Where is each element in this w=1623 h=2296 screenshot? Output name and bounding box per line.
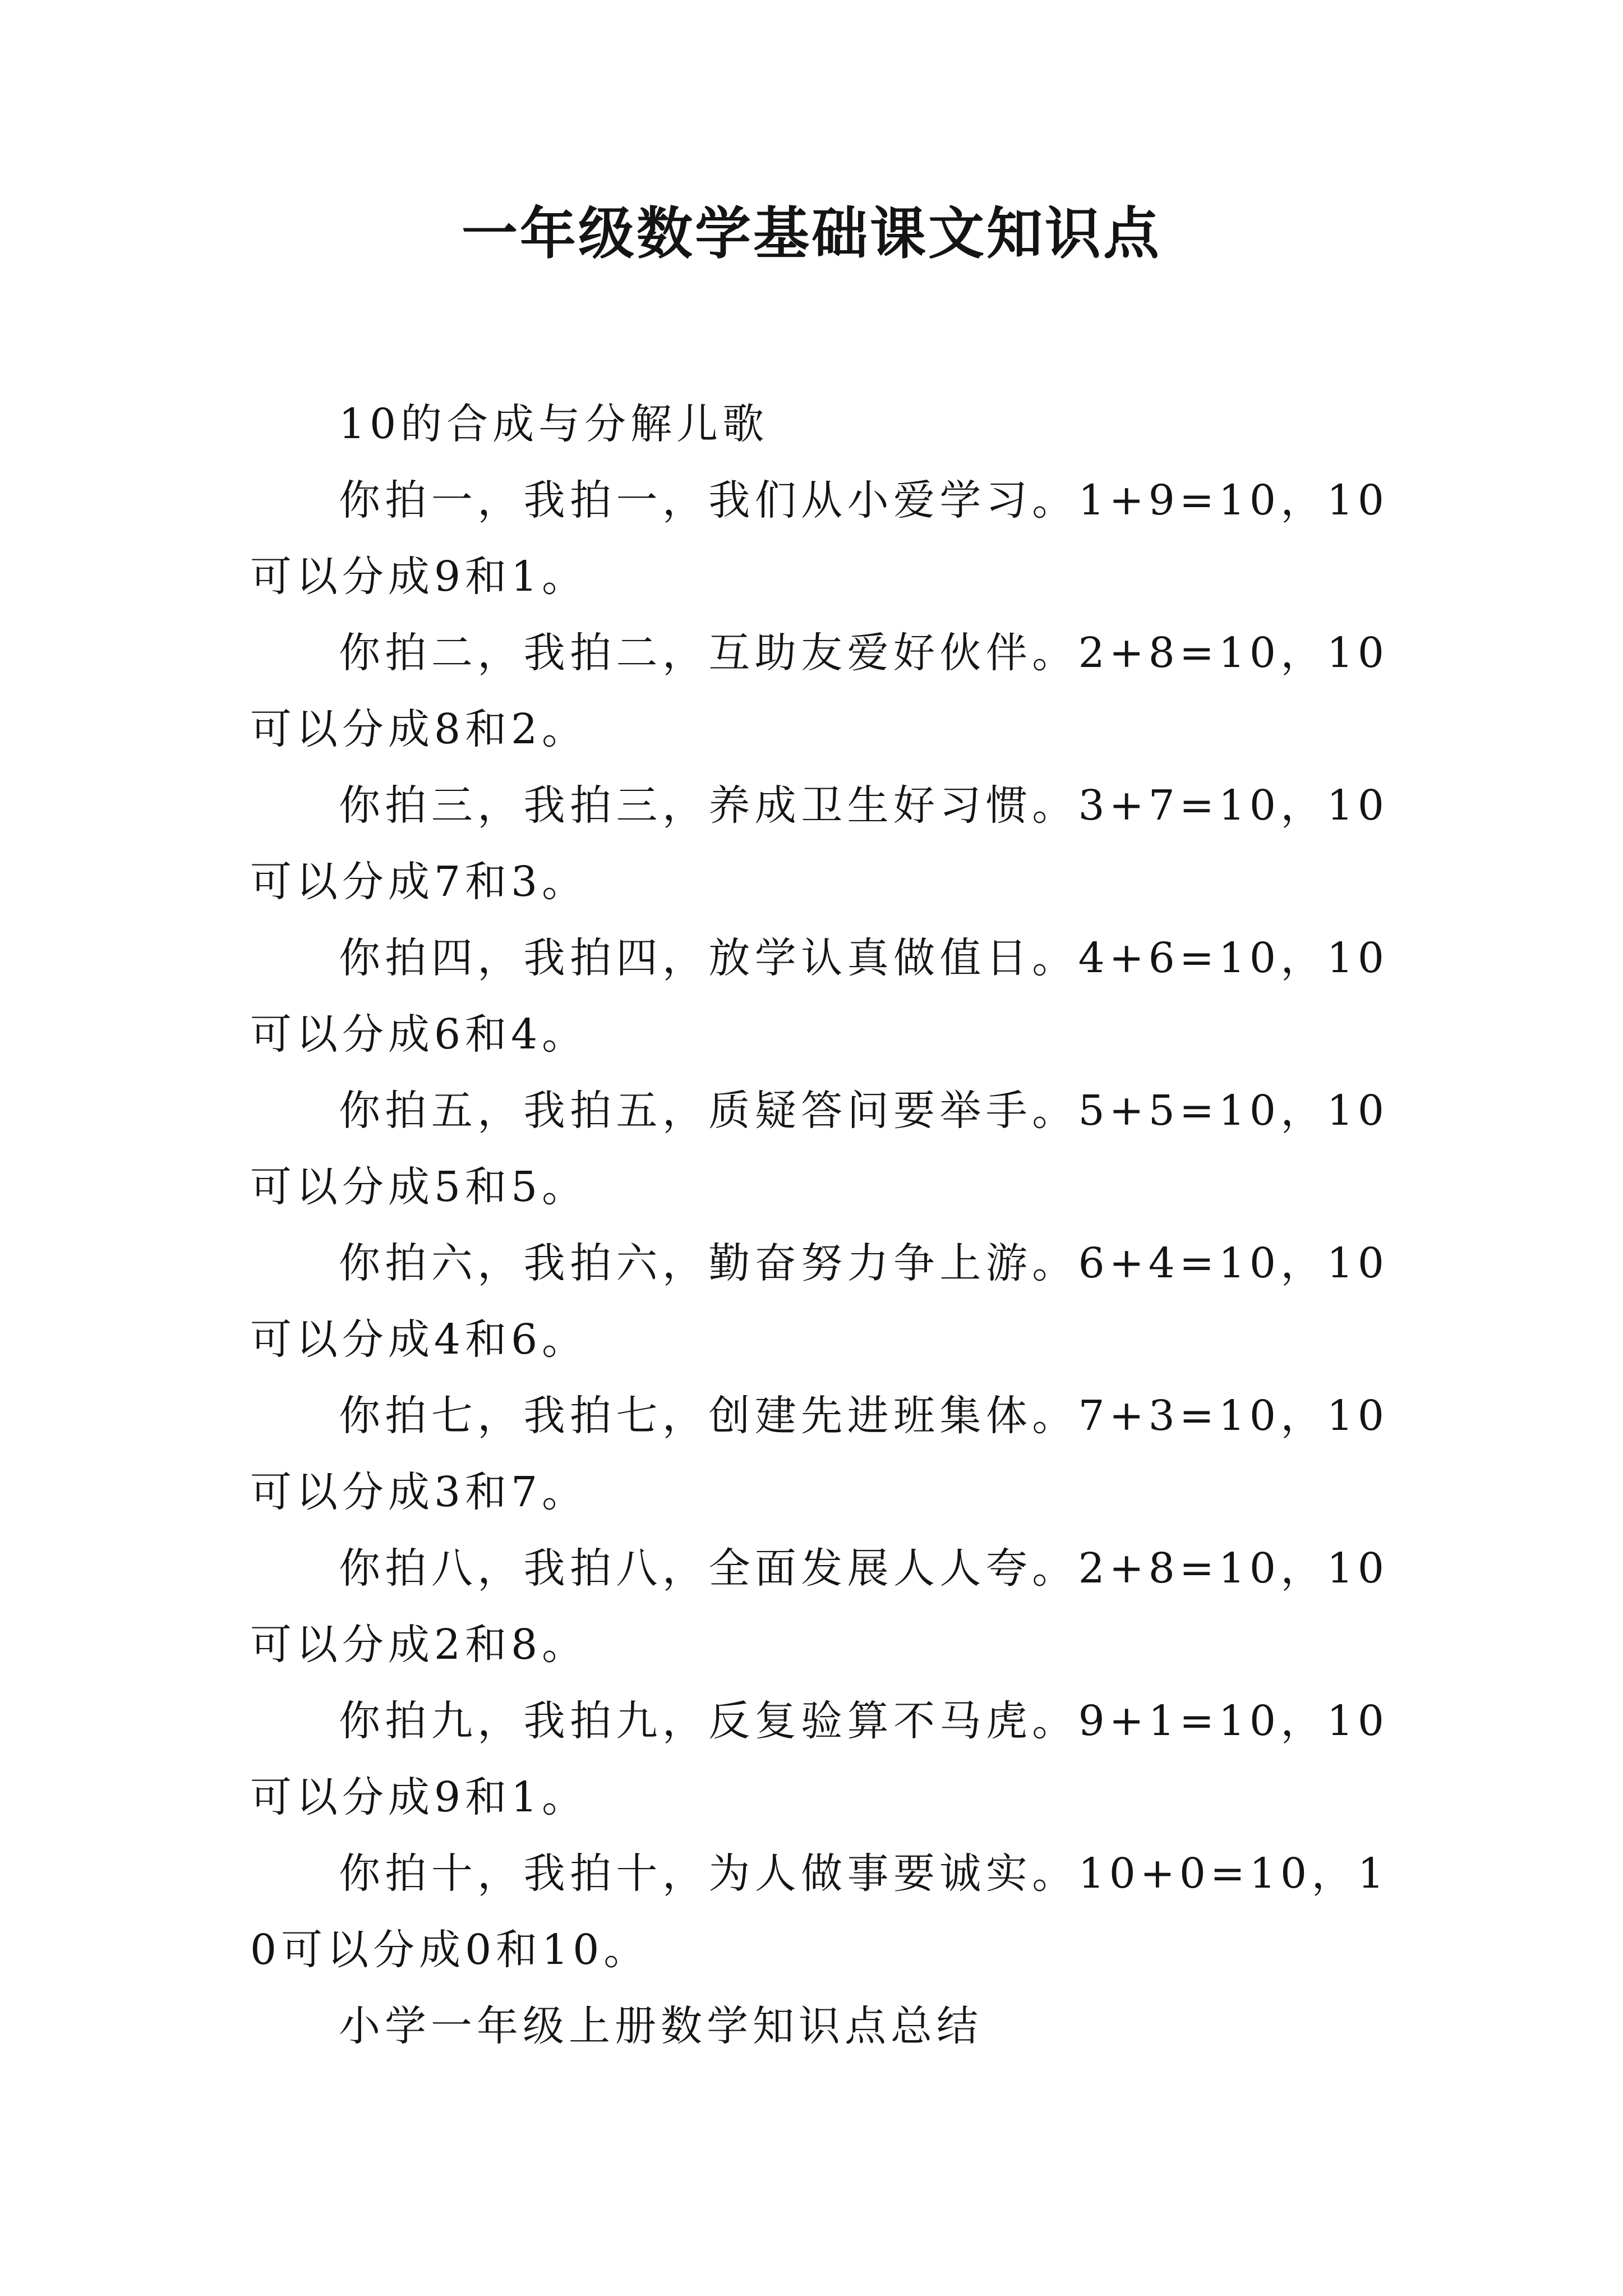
rhyme-verse-6: 你拍六，我拍六，勤奋努力争上游。6+4=10，10可以分成4和6。 <box>250 1239 1389 1364</box>
rhyme-verse-1: 你拍一，我拍一，我们从小爱学习。1+9=10，10可以分成9和1。 <box>250 476 1389 601</box>
rhyme-verse-4: 你拍四，我拍四，放学认真做值日。4+6=10，10可以分成6和4。 <box>250 934 1389 1059</box>
rhyme-verse-2: 你拍二，我拍二，互助友爱好伙伴。2+8=10，10可以分成8和2。 <box>250 629 1389 753</box>
page-title: 一年级数学基础课文知识点 <box>462 201 1161 266</box>
document-body <box>250 386 1389 2064</box>
rhyme-verse-7: 你拍七，我拍七，创建先进班集体。7+3=10，10可以分成3和7。 <box>250 1392 1389 1516</box>
section-heading-rhyme: 10的合成与分解儿歌 <box>339 400 769 448</box>
rhyme-verse-5: 你拍五，我拍五，质疑答问要举手。5+5=10，10可以分成5和5。 <box>250 1087 1389 1211</box>
rhyme-verse-3: 你拍三，我拍三，养成卫生好习惯。3+7=10，10可以分成7和3。 <box>250 781 1389 906</box>
rhyme-verse-9: 你拍九，我拍九，反复验算不马虎。9+1=10，10可以分成9和1。 <box>250 1697 1389 1821</box>
section-heading-summary: 小学一年级上册数学知识点总结 <box>339 2002 983 2050</box>
rhyme-verse-8: 你拍八，我拍八，全面发展人人夸。2+8=10，10可以分成2和8。 <box>250 1544 1389 1669</box>
rhyme-verse-10: 你拍十，我拍十，为人做事要诚实。10+0=10，10可以分成0和10。 <box>250 1849 1389 1974</box>
